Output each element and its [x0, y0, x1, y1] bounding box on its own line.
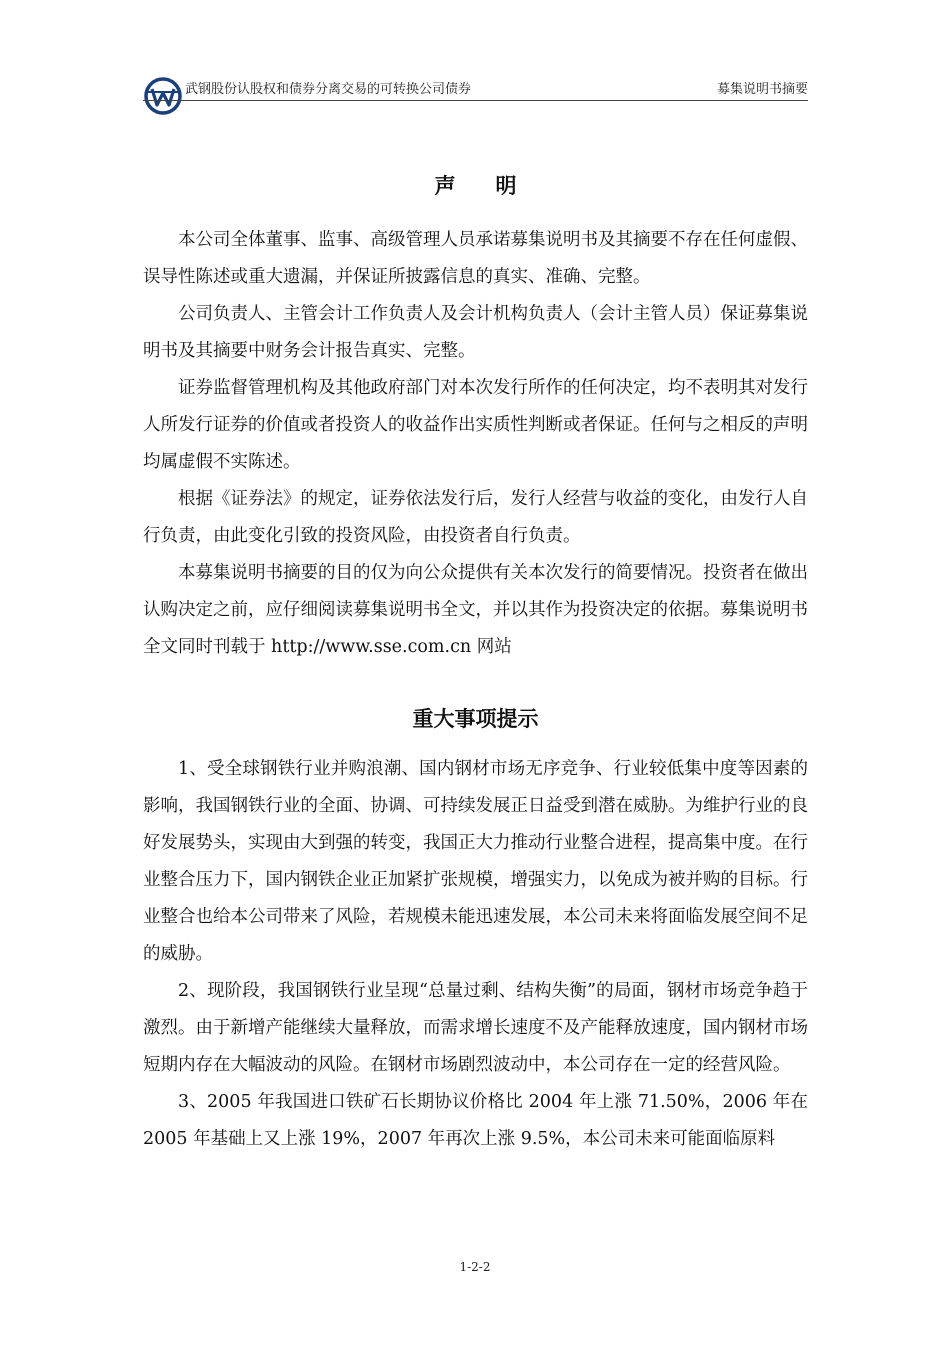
statement-paragraph: 证券监督管理机构及其他政府部门对本次发行所作的任何决定，均不表明其对发行人所发行证券的价值或者投资人的收益作出实质性判断或者保证。任何与之相反的声明均属虚假不实陈述。 [143, 378, 808, 472]
major-matters-paragraph: 2、现阶段，我国钢铁行业呈现“总量过剩、结构失衡”的局面，钢材市场竞争趋于激烈。由于新增产能继续大量释放，而需求增长速度不及产能释放速度，国内钢材市场短期内存在大幅波动的风险。在钢材市场剧烈波动中，本公司存在一定的经营风险。 [143, 981, 808, 1075]
header-document-title: 武钢股份认股权和债券分离交易的可转换公司债券 [185, 82, 472, 97]
major-matters-title: 重大事项提示 [412, 706, 539, 731]
statement-paragraph: 本募集说明书摘要的目的仅为向公众提供有关本次发行的简要情况。投资者在做出认购决定之前，应仔细阅读募集说明书全文，并以其作为投资决定的依据。募集说明书全文同时刊载于 http://www.sse.com.cn 网站 [143, 563, 808, 657]
page-header [143, 72, 808, 102]
statement-paragraph: 根据《证券法》的规定，证券依法发行后，发行人经营与收益的变化，由发行人自行负责，由此变化引致的投资风险，由投资者自行负责。 [143, 489, 808, 546]
statement-paragraph: 本公司全体董事、监事、高级管理人员承诺募集说明书及其摘要不存在任何虚假、误导性陈述或重大遗漏，并保证所披露信息的真实、准确、完整。 [143, 230, 808, 287]
statement-paragraph: 公司负责人、主管会计工作负责人及会计机构负责人（会计主管人员）保证募集说明书及其摘要中财务会计报告真实、完整。 [143, 304, 808, 361]
header-rule [143, 100, 808, 101]
header-section-name: 募集说明书摘要 [716, 82, 808, 97]
document-body [143, 170, 808, 1158]
wisco-logo-icon [143, 76, 183, 116]
page-number: 1-2-2 [459, 1260, 491, 1274]
major-matters-paragraph: 3、2005 年我国进口铁矿石长期协议价格比 2004 年上涨 71.50%，2006 年在 2005 年基础上又上涨 19%，2007 年再次上涨 9.5%，本公司未来可能面临原料 [143, 1092, 808, 1149]
statement-title: 声 明 [434, 173, 517, 198]
major-matters-paragraph: 1、受全球钢铁行业并购浪潮、国内钢材市场无序竞争、行业较低集中度等因素的影响，我国钢铁行业的全面、协调、可持续发展正日益受到潜在威胁。为维护行业的良好发展势头，实现由大到强的转变，我国正大力推动行业整合进程，提高集中度。在行业整合压力下，国内钢铁企业正加紧扩张规模，增强实力，以免成为被并购的目标。行业整合也给本公司带来了风险，若规模未能迅速发展，本公司未来将面临发展空间不足的威胁。 [143, 759, 808, 964]
